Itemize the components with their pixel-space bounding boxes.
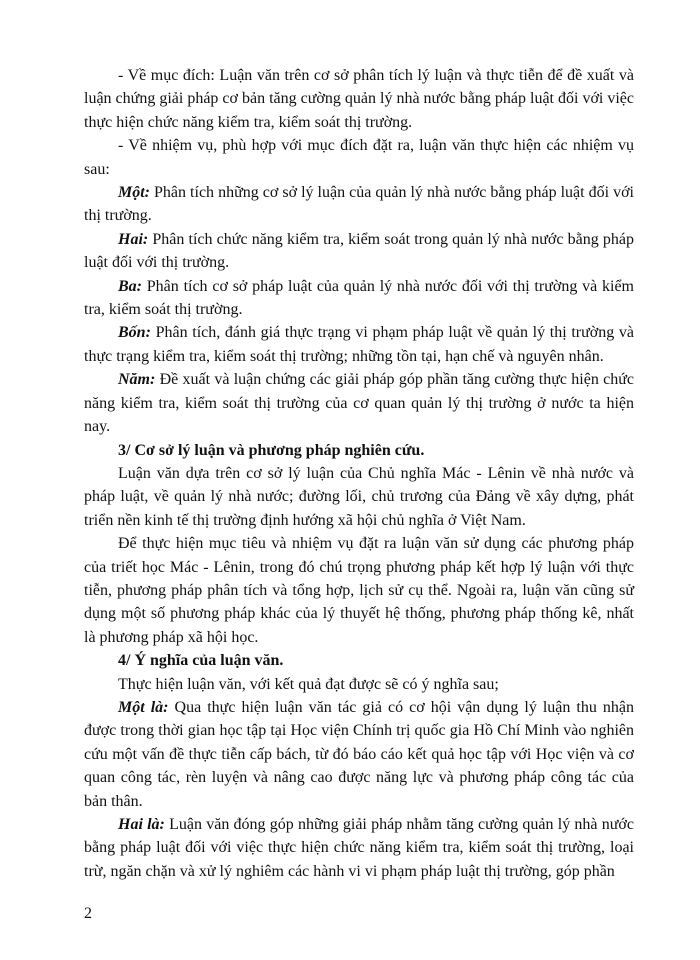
paragraph: Năm: Đề xuất và luận chứng các giải pháp góp phần tăng cường thực hiện chức năng kiểm tra, kiểm soát thị trường của cơ quan quản lý thị trường ở nước ta hiện nay.: [84, 371, 634, 436]
paragraph: - Về mục đích: Luận văn trên cơ sở phân tích lý luận và thực tiễn để đề xuất và luận chứng giải pháp cơ bản tăng cường quản lý nhà nước bằng pháp luật đối với việc thực hiện chức năng kiểm tra, kiểm soát thị trường.: [84, 67, 634, 131]
paragraph: Một là: Qua thực hiện luận văn tác giả có cơ hội vận dụng lý luận thu nhận được trong thời gian học tập tại Học viện Chính trị quốc gia Hồ Chí Minh vào nghiên cứu một vấn đề thực tiễn cấp bách, từ đó báo cáo kết quả học tập với Học viện và cơ quan công tác, rèn luyện và nâng cao được năng lực và phương pháp công tác của bản thân.: [84, 698, 634, 810]
paragraph: Ba: Phân tích cơ sở pháp luật của quản lý nhà nước đối với thị trường và kiểm tra, kiểm soát thị trường.: [84, 277, 634, 319]
section-heading: 3/ Cơ sở lý luận và phương pháp nghiên cứu.: [118, 441, 425, 459]
paragraph: Hai: Phân tích chức năng kiểm tra, kiểm soát trong quản lý nhà nước bằng pháp luật đối với thị trường.: [84, 230, 634, 272]
paragraph: Một: Phân tích những cơ sở lý luận của quản lý nhà nước bằng pháp luật đối với thị trường.: [84, 184, 634, 225]
paragraph: Bốn: Phân tích, đánh giá thực trạng vi phạm pháp luật về quản lý thị trường và thực trạng kiểm tra, kiểm soát thị trường; những tồn tại, hạn chế và nguyên nhân.: [84, 324, 634, 365]
page-number: 2: [84, 905, 92, 922]
paragraph: Thực hiện luận văn, với kết quả đạt được sẽ có ý nghĩa sau;: [118, 675, 499, 693]
paragraph: - Về nhiệm vụ, phù hợp với mục đích đặt ra, luận văn thực hiện các nhiệm vụ sau:: [84, 137, 634, 178]
paragraph: Hai là: Luận văn đóng góp những giải pháp nhằm tăng cường quản lý nhà nước bằng pháp luật đối với việc thực hiện chức năng kiểm tra, kiểm soát thị trường, loại trừ, ngăn chặn và xử lý nghiêm các hành vi vi phạm pháp luật thị trường, góp phần: [84, 816, 634, 880]
paragraph: Luận văn dựa trên cơ sở lý luận của Chủ nghĩa Mác - Lênin về nhà nước và pháp luật, về quản lý nhà nước; đường lối, chủ trương của Đảng về xây dựng, phát triển nền kinh tế thị trường định hướng xã hội chủ nghĩa ở Việt Nam.: [84, 464, 634, 529]
body-text: [84, 64, 634, 883]
section-heading: 4/ Ý nghĩa của luận văn.: [118, 652, 284, 670]
paragraph: Để thực hiện mục tiêu và nhiệm vụ đặt ra luận văn sử dụng các phương pháp của triết học Mác - Lênin, trong đó chú trọng phương pháp kết hợp lý luận với thực tiễn, phương pháp phân tích và tổng hợp, lịch sử cụ thể. Ngoài ra, luận văn cũng sử dụng một số phương pháp khác của lý thuyết hệ thống, phương pháp thống kê, nhất là phương pháp xã hội học.: [84, 535, 634, 646]
